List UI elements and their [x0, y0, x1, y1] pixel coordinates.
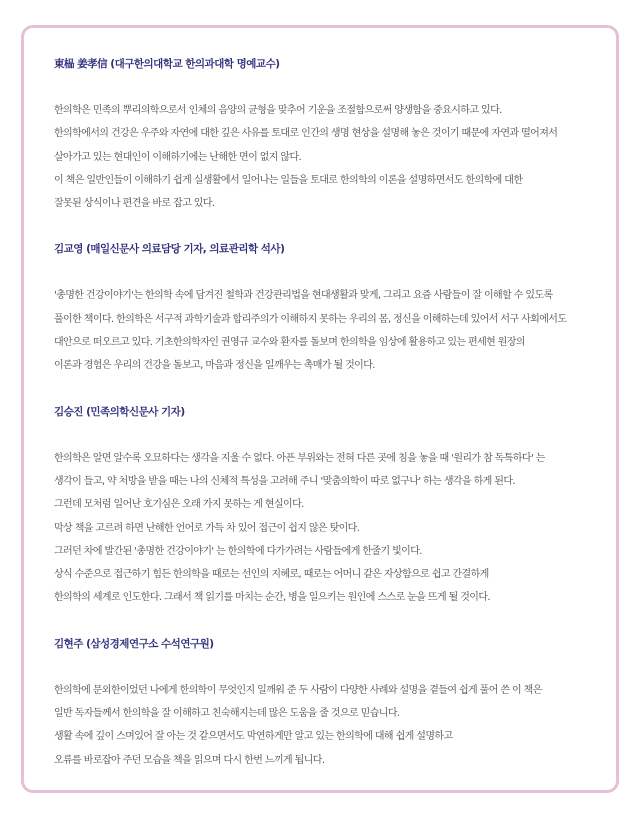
review-line: 한의학은 알면 알수록 오묘하다는 생각을 지울 수 없다. 아픈 부위와는 전혀 다른 곳에 침을 놓을 때 '원리가 참 독특하다' 는	[54, 452, 545, 464]
review-line: 일반 독자들께서 한의학을 잘 이해하고 친숙해지는데 많은 도움을 줄 것으로 믿습니다.	[54, 708, 400, 720]
review-line: 막상 책을 고르려 하면 난해한 언어로 가득 차 있어 접근이 쉽지 않은 탓이다.	[54, 522, 360, 534]
review-paragraph	[54, 284, 604, 377]
review-line: 오류를 바로잡아 주던 모습을 책을 읽으며 다시 한번 느끼게 됩니다.	[54, 754, 325, 766]
review-line: 이론과 경험은 우리의 건강을 돌보고, 마음과 정신을 일깨우는 촉매가 될 것이다.	[54, 360, 375, 372]
review-author: 東榀 姜孝信 (대구한의대학교 한의과대학 명예교수)	[54, 58, 280, 70]
review-author: 김현주 (삼성경제연구소 수석연구원)	[54, 637, 214, 650]
review-line: 그런데 모처럼 일어난 호기심은 오래 가지 못하는 게 현실이다.	[54, 499, 304, 511]
review-line: 생활 속에 깊이 스며있어 잘 아는 것 같으면서도 막연하게만 알고 있는 한의학에 대해 쉽게 설명하고	[54, 731, 453, 743]
review-line: 대안으로 떠오르고 있다. 기초한의학자인 권영규 교수와 환자를 돌보며 한의학을 임상에 활용하고 있는 편세현 원장의	[54, 337, 525, 349]
review-line: 한의학은 민족의 뿌리의학으로서 인체의 음양의 균형을 맞추어 기운을 조절함으로써 양생함을 중요시하고 있다.	[54, 105, 502, 116]
review-line: 풀이한 책이다. 한의학은 서구적 과학기술과 합리주의가 이해하지 못하는 우리의 몸, 정신을 이해하는데 있어서 서구 사회에서도	[54, 313, 567, 325]
review-line: 한의학의 세계로 인도한다. 그래서 책 읽기를 마치는 순간, 병을 일으키는 원인에 스스로 눈을 뜨게 될 것이다.	[54, 592, 490, 604]
review-author: 김교영 (매일신문사 의료담당 기자, 의료관리학 석사)	[54, 243, 285, 256]
review-line: 상식 수준으로 접근하기 힘든 한의학을 때로는 선인의 지혜로, 때로는 어머니 같은 자상함으로 쉽고 간결하게	[54, 569, 489, 581]
review-paragraph	[54, 99, 604, 215]
review-section	[54, 56, 604, 215]
review-paragraph	[54, 447, 604, 610]
review-line: 살아가고 있는 현대인이 이해하기에는 난해한 면이 없지 않다.	[54, 151, 302, 163]
review-line: 잘못된 상식이나 편견을 바로 잡고 있다.	[54, 198, 215, 210]
review-author: 김승진 (민족의학신문사 기자)	[54, 405, 185, 418]
review-section	[54, 404, 604, 610]
review-line: 한의학에서의 건강은 우주와 자연에 대한 깊은 사유를 토대로 인간의 생명 현상을 설명해 놓은 것이기 때문에 자연과 떨어져서	[54, 128, 558, 140]
review-line: 그러던 차에 발간된 '총명한 건강이야기' 는 한의학에 다가가려는 사람들에게 한줄기 빛이다.	[54, 545, 422, 557]
review-section	[54, 241, 604, 377]
review-line: 생각이 들고, 약 처방을 받을 때는 나의 신체적 특성을 고려해 주니 '맞춤의학이 따로 없구나' 하는 생각을 하게 된다.	[54, 475, 515, 487]
review-line: 한의학에 문외한이었던 나에게 한의학이 무엇인지 일깨워 준 두 사람이 다양한 사례와 설명을 곁들여 쉽게 풀어 쓴 이 책은	[54, 684, 542, 696]
review-line: 이 책은 일반인들이 이해하기 쉽게 실생활에서 일어나는 일들을 토대로 한의학의 이론을 설명하면서도 한의학에 대한	[54, 174, 523, 186]
reviews-content	[54, 56, 604, 772]
review-frame	[21, 25, 619, 793]
review-section	[54, 636, 604, 772]
review-paragraph	[54, 679, 604, 772]
review-line: '총명한 건강이야기'는 한의학 속에 담겨진 철학과 건강관리법을 현대생활과 맞게, 그리고 요즘 사람들이 잘 이해할 수 있도록	[54, 290, 553, 302]
